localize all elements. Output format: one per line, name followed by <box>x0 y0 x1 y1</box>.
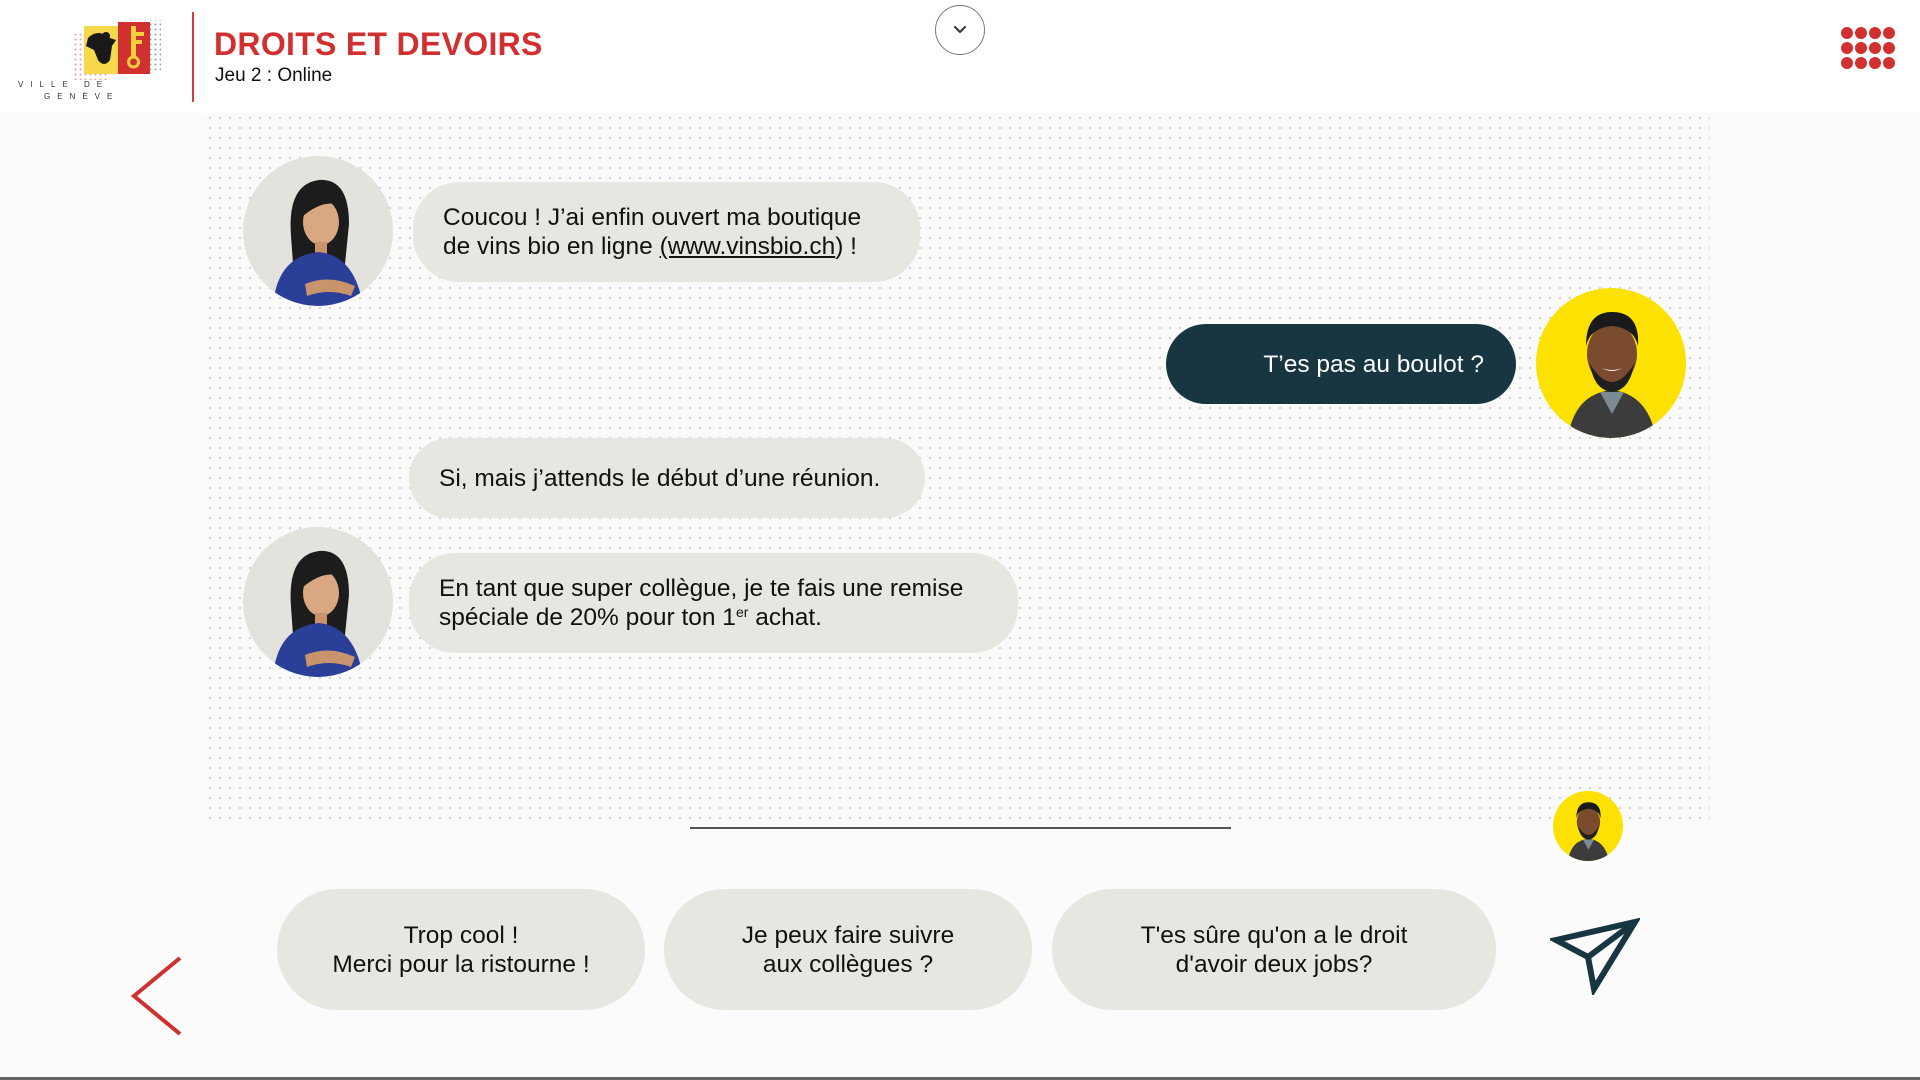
chevron-down-icon <box>952 25 968 35</box>
page-subtitle: Jeu 2 : Online <box>215 65 333 86</box>
woman-avatar-icon <box>243 527 393 677</box>
back-button[interactable] <box>128 955 186 1037</box>
geneva-coat-of-arms-icon <box>18 12 168 84</box>
message-bubble-incoming <box>413 182 920 282</box>
logo-text-ville-de: VILLE DE <box>18 80 110 89</box>
message-bubble-incoming <box>409 553 1018 653</box>
message-text-line: Coucou ! J’ai enfin ouvert ma boutique <box>443 204 862 231</box>
message-bubble-outgoing <box>1166 324 1516 404</box>
answer-choice-line: aux collègues ? <box>762 950 934 978</box>
message-text-line: En tant que super collègue, je te fais une remise <box>439 575 964 602</box>
man-avatar-icon <box>1536 288 1686 438</box>
collapse-header-button[interactable] <box>935 5 985 55</box>
chevron-left-icon <box>128 955 186 1037</box>
answer-choice-line: T'es sûre qu'on a le droit <box>1140 921 1408 949</box>
answer-choice-3[interactable] <box>1052 889 1496 1010</box>
composer-line <box>690 827 1231 829</box>
current-speaker-avatar <box>1553 791 1623 861</box>
message-text-segment: spéciale de 20% pour ton 1 <box>439 604 736 631</box>
woman-avatar-icon <box>243 156 393 306</box>
shop-link[interactable]: (www.vinsbio.ch <box>659 233 836 260</box>
message-text: Si, mais j’attends le début d’une réunion. <box>439 464 881 492</box>
paper-plane-icon <box>1550 915 1640 995</box>
message-text-line <box>439 603 963 632</box>
message-text-segment: achat. <box>748 604 822 631</box>
message-text-line <box>443 232 861 261</box>
answer-choice-line: Merci pour la ristourne ! <box>332 950 590 978</box>
answer-choice-line: d'avoir deux jobs? <box>1175 950 1373 978</box>
logo-text-geneve: GENÈVE <box>44 92 120 101</box>
colleague-avatar <box>243 156 393 306</box>
message-bubble-incoming <box>409 438 925 518</box>
message-text-segment: de vins bio en ligne <box>443 233 660 260</box>
menu-button[interactable] <box>1840 26 1895 81</box>
grid-dots-icon <box>1840 26 1895 81</box>
colleague-avatar <box>243 527 393 677</box>
header-divider <box>192 12 194 102</box>
answer-choice-2[interactable] <box>664 889 1032 1010</box>
answer-choice-1[interactable] <box>277 889 645 1010</box>
answer-choice-line: Je peux faire suivre <box>741 921 955 949</box>
ordinal-suffix: er <box>735 604 749 620</box>
answer-choice-line: Trop cool ! <box>403 921 519 949</box>
man-avatar-icon <box>1553 791 1623 861</box>
message-text-segment: ) ! <box>835 233 857 260</box>
message-text: T’es pas au boulot ? <box>1263 350 1484 378</box>
send-button[interactable] <box>1550 915 1640 995</box>
player-avatar <box>1536 288 1686 438</box>
ville-de-geneve-logo <box>18 12 168 102</box>
page-title: DROITS ET DEVOIRS <box>214 26 543 62</box>
header-bar <box>0 0 1920 113</box>
